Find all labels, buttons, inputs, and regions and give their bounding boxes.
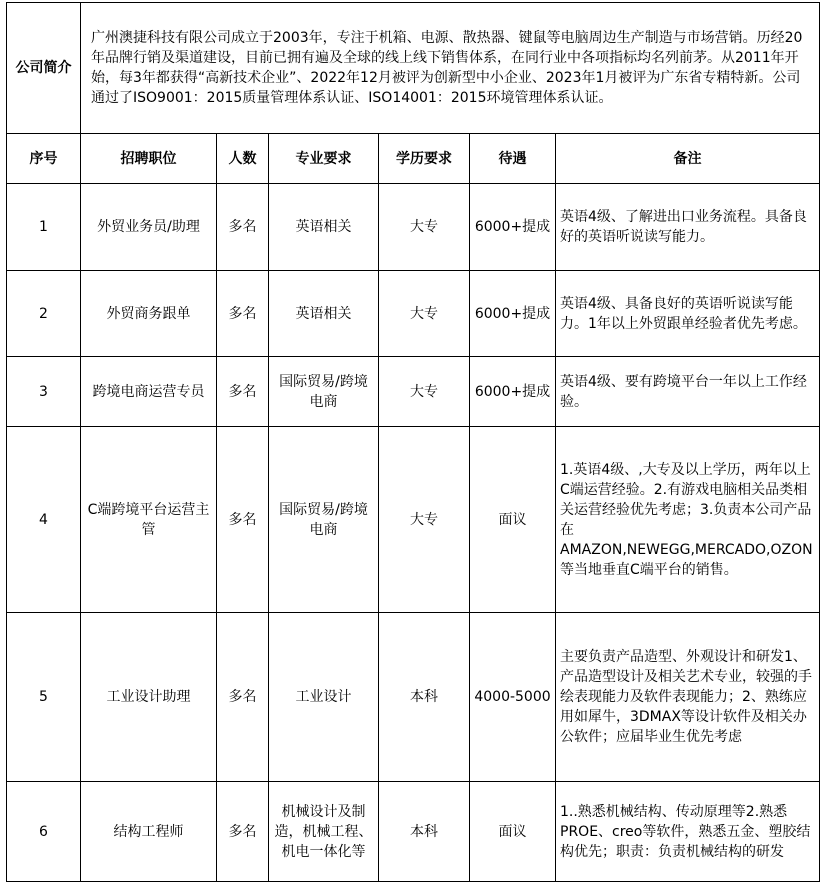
cell-count: 多名 <box>217 782 269 882</box>
cell-major: 机械设计及制造，机械工程、机电一体化等 <box>269 782 379 882</box>
cell-major: 国际贸易/跨境电商 <box>269 357 379 427</box>
table-row <box>7 613 820 782</box>
recruitment-table <box>6 2 820 882</box>
cell-count: 多名 <box>217 427 269 613</box>
cell-education: 本科 <box>379 782 470 882</box>
cell-salary: 6000+提成 <box>470 271 556 357</box>
cell-salary: 面议 <box>470 427 556 613</box>
header-position: 招聘职位 <box>81 134 217 184</box>
company-intro-label: 公司简介 <box>7 3 81 134</box>
cell-education: 大专 <box>379 271 470 357</box>
cell-no: 2 <box>7 271 81 357</box>
table-header-row <box>7 134 820 184</box>
cell-major: 英语相关 <box>269 271 379 357</box>
cell-position: 结构工程师 <box>81 782 217 882</box>
cell-remark: 1..熟悉机械结构、传动原理等2.熟悉PROE、creo等软件，熟悉五金、塑胶结构优先；职责：负责机械结构的研发 <box>556 782 820 882</box>
cell-major: 国际贸易/跨境电商 <box>269 427 379 613</box>
table-row <box>7 357 820 427</box>
cell-major: 工业设计 <box>269 613 379 782</box>
cell-no: 3 <box>7 357 81 427</box>
cell-education: 大专 <box>379 357 470 427</box>
header-salary: 待遇 <box>470 134 556 184</box>
cell-remark: 主要负责产品造型、外观设计和研发1、产品造型设计及相关艺术专业，较强的手绘表现能力及软件表现能力；2、熟练应用如犀牛，3DMAX等设计软件及相关办公软件；应届毕业生优先考虑 <box>556 613 820 782</box>
cell-education: 大专 <box>379 184 470 271</box>
cell-major: 英语相关 <box>269 184 379 271</box>
cell-education: 本科 <box>379 613 470 782</box>
cell-remark: 英语4级、具备良好的英语听说读写能力。1年以上外贸跟单经验者优先考虑。 <box>556 271 820 357</box>
header-remark: 备注 <box>556 134 820 184</box>
cell-salary: 6000+提成 <box>470 357 556 427</box>
table-row <box>7 427 820 613</box>
cell-remark: 1.英语4级、,大专及以上学历，两年以上C端运营经验。2.有游戏电脑相关品类相关运营经验优先考虑；3.负责本公司产品在AMAZON,NEWEGG,MERCADO,OZON等当地垂直C端平台的销售。 <box>556 427 820 613</box>
cell-no: 1 <box>7 184 81 271</box>
header-count: 人数 <box>217 134 269 184</box>
table-row <box>7 271 820 357</box>
company-intro-text: 广州澳捷科技有限公司成立于2003年，专注于机箱、电源、散热器、键鼠等电脑周边生产制造与市场营销。历经20年品牌行销及渠道建设，目前已拥有遍及全球的线上线下销售体系，在同行业中各项指标均名列前茅。从2011年开始，每3年都获得“高新技术企业”、2022年12月被评为创新型中小企业、2023年1月被评为广东省专精特新。公司通过了ISO9001：2015质量管理体系认证、ISO14001：2015环境管理体系认证。 <box>81 3 820 134</box>
cell-salary: 面议 <box>470 782 556 882</box>
cell-position: 外贸业务员/助理 <box>81 184 217 271</box>
table-row <box>7 184 820 271</box>
cell-no: 5 <box>7 613 81 782</box>
header-education: 学历要求 <box>379 134 470 184</box>
company-intro-row <box>7 3 820 134</box>
cell-no: 4 <box>7 427 81 613</box>
cell-position: C端跨境平台运营主管 <box>81 427 217 613</box>
cell-count: 多名 <box>217 271 269 357</box>
cell-no: 6 <box>7 782 81 882</box>
cell-count: 多名 <box>217 613 269 782</box>
cell-position: 外贸商务跟单 <box>81 271 217 357</box>
cell-remark: 英语4级、要有跨境平台一年以上工作经验。 <box>556 357 820 427</box>
cell-remark: 英语4级、了解进出口业务流程。具备良好的英语听说读写能力。 <box>556 184 820 271</box>
cell-position: 跨境电商运营专员 <box>81 357 217 427</box>
cell-salary: 4000-5000 <box>470 613 556 782</box>
cell-salary: 6000+提成 <box>470 184 556 271</box>
cell-count: 多名 <box>217 357 269 427</box>
table-row <box>7 782 820 882</box>
cell-education: 大专 <box>379 427 470 613</box>
header-major: 专业要求 <box>269 134 379 184</box>
header-no: 序号 <box>7 134 81 184</box>
cell-position: 工业设计助理 <box>81 613 217 782</box>
cell-count: 多名 <box>217 184 269 271</box>
